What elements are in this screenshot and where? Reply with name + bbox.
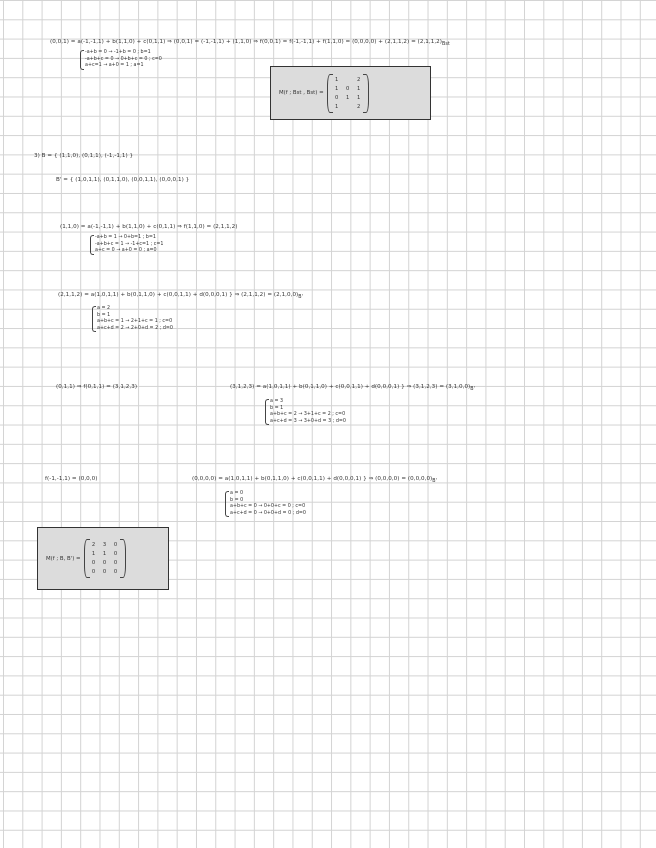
basis-subscript: B' [298, 295, 304, 301]
matrix-cell: 0 [91, 569, 96, 575]
matrix-cell: 2 [91, 542, 96, 548]
system-row: b = 1 [97, 312, 111, 318]
system-row: -a+b = 0 → -1+b = 0 ; b=1 [85, 50, 151, 55]
matrix-cell: 2 [356, 76, 361, 83]
matrix [327, 74, 369, 113]
system-row: a+c+d = 3 → 3+0+d = 3 ; d=0 [270, 418, 346, 424]
system-row: -a+b+c = 0 → 0+b+c = 0 ; c=0 [85, 56, 162, 62]
basis-B: 3) B = { (1,1,0), (0,1,1), (-1,-1,1) } [34, 153, 134, 159]
system-row: a+c=1 → a+0 = 1 ; a=1 [85, 63, 144, 69]
basis-subscript: B' [470, 387, 476, 393]
basis-subscript: B' [432, 479, 438, 485]
matrix-cell: 1 [102, 551, 107, 557]
system-row: a+b+c = 1 → 2+1+c = 1 ; c=0 [97, 319, 173, 325]
right-paren [363, 74, 369, 113]
equation-text: (0,0,0,0) = a(1,0,1,1) + b(0,1,1,0) + c(0,0,1,1) + d(0,0,0,1) } ⇒ (0,0,0,0) = (0,0,0,0) [192, 476, 433, 482]
matrix-cell: 0 [113, 551, 118, 557]
matrix-cell: 0 [91, 560, 96, 566]
matrix-box [270, 66, 431, 120]
system-row: b = 1 [270, 405, 284, 411]
right-paren [120, 539, 126, 578]
equation-system [265, 399, 346, 425]
matrix-cell: 1 [334, 85, 339, 92]
system-row: a = 0 [230, 491, 244, 496]
matrix-cell: 1 [356, 94, 361, 101]
matrix-cell: 2 [356, 103, 361, 110]
equation-text: (2,1,1,2) = a(1,0,1,1) + b(0,1,1,0) + c(0,0,1,1) + d(0,0,0,1) } ⇒ (2,1,1,2) = (2,1,0,0) [58, 292, 299, 298]
equation-system [90, 235, 163, 255]
matrix-cell: 1 [356, 85, 361, 92]
system-row: -a+b = 1 → 0+b=1 ; b=1 [95, 235, 156, 240]
equation-line: (1,1,0) = a(-1,-1,1) + b(1,1,0) + c(0,1,1) ⇒ f(1,1,0) = (2,1,1,2) [60, 224, 238, 230]
matrix-cell: 0 [334, 94, 339, 101]
equation-text: (0,0,1) = a(-1,-1,1) + b(1,1,0) + c(0,1,1) ⇒ (0,0,1) = (-1,-1,1) + (1,1,0) ⇒ f(0,0,1) = f(-1,-1,1) + f(1,1,0) = (0,0,0,0) + (2,1,1,2) = (2,1,1,2) [50, 39, 443, 45]
system-row: a = 2 [97, 306, 111, 311]
matrix-cell: 1 [334, 76, 339, 83]
matrix-cell: 1 [91, 551, 96, 557]
matrix-label: M(f ; Bst , Bst) = [279, 90, 324, 96]
system-row: a+c = 0 → a+0 = 0 ; a=0 [95, 248, 157, 254]
basis-subscript: Bst [442, 42, 450, 48]
equation-line [192, 476, 437, 486]
matrix-cell: 0 [102, 560, 107, 566]
matrix-cells [90, 539, 120, 578]
system-row: a+c+d = 2 → 2+0+d = 2 ; d=0 [97, 325, 173, 331]
matrix-cells [333, 74, 363, 113]
matrix-box [37, 527, 169, 590]
system-row: -a+b+c = 1 → -1+c=1 ; c=1 [95, 241, 164, 247]
system-row: a+b+c = 0 → 0+0+c = 0 ; c=0 [230, 504, 306, 510]
equation-line [50, 39, 450, 49]
matrix-cell: 0 [102, 569, 107, 575]
basis-B-prime: B' = { (1,0,1,1), (0,1,1,0), (0,0,1,1), (0,0,0,1) } [56, 177, 190, 183]
matrix-cell: 0 [345, 85, 350, 92]
matrix [84, 539, 126, 578]
equation-line: f(-1,-1,1) = (0,0,0) [45, 476, 98, 482]
system-row: a+c+d = 0 → 0+0+d = 0 ; d=0 [230, 510, 306, 516]
equation-system [225, 491, 306, 517]
system-row: a+b+c = 2 → 3+1+c = 2 ; c=0 [270, 412, 346, 418]
equation-system [92, 306, 173, 332]
equation-line [58, 292, 303, 302]
matrix-cell: 3 [102, 542, 107, 548]
matrix-cell: 1 [345, 94, 350, 101]
equation-line [230, 384, 475, 394]
matrix-label: M(f ; B, B') = [46, 555, 81, 562]
system-row: a = 3 [270, 399, 284, 404]
equation-line: (0,1,1) ⇒ f(0,1,1) = (3,1,2,3) [56, 384, 138, 390]
matrix-cell: 0 [113, 569, 118, 575]
equation-system [80, 50, 162, 70]
system-row: b = 0 [230, 497, 244, 503]
equation-text: (3,1,2,3) = a(1,0,1,1) + b(0,1,1,0) + c(0,0,1,1) + d(0,0,0,1) } ⇒ (3,1,2,3) = (3,1,0,0) [230, 384, 471, 390]
matrix-cell: 0 [113, 542, 118, 548]
matrix-cell: 0 [113, 560, 118, 566]
matrix-cell: 1 [334, 103, 339, 110]
